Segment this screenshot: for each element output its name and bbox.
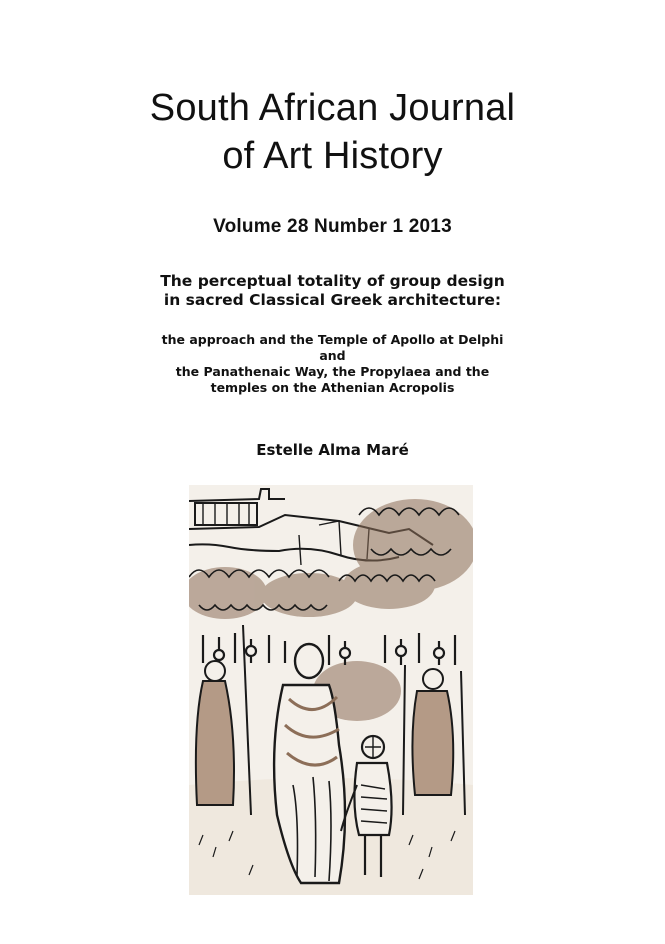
subtitle-line-1: the approach and the Temple of Apollo at Delphi bbox=[161, 332, 504, 347]
subtitle-line-4: temples on the Athenian Acropolis bbox=[210, 380, 455, 395]
issue-label: Volume 28 Number 1 2013 bbox=[213, 216, 452, 237]
subtitle-line-3: the Panathenaic Way, the Propylaea and the bbox=[175, 364, 490, 379]
article-title-line-1: The perceptual totality of group design bbox=[160, 272, 505, 290]
journal-title bbox=[0, 84, 665, 180]
journal-title-line-1: South African Journal bbox=[149, 87, 516, 129]
article-title bbox=[0, 272, 665, 310]
article-title-line-2: in sacred Classical Greek architecture: bbox=[163, 291, 502, 309]
author-name: Estelle Alma Maré bbox=[256, 441, 409, 459]
journal-title-line-2: of Art History bbox=[222, 135, 443, 177]
cover-illustration bbox=[189, 485, 473, 895]
subtitle-line-2: and bbox=[319, 348, 346, 363]
article-subtitle bbox=[0, 332, 665, 396]
procession-sketch-icon bbox=[189, 485, 473, 895]
